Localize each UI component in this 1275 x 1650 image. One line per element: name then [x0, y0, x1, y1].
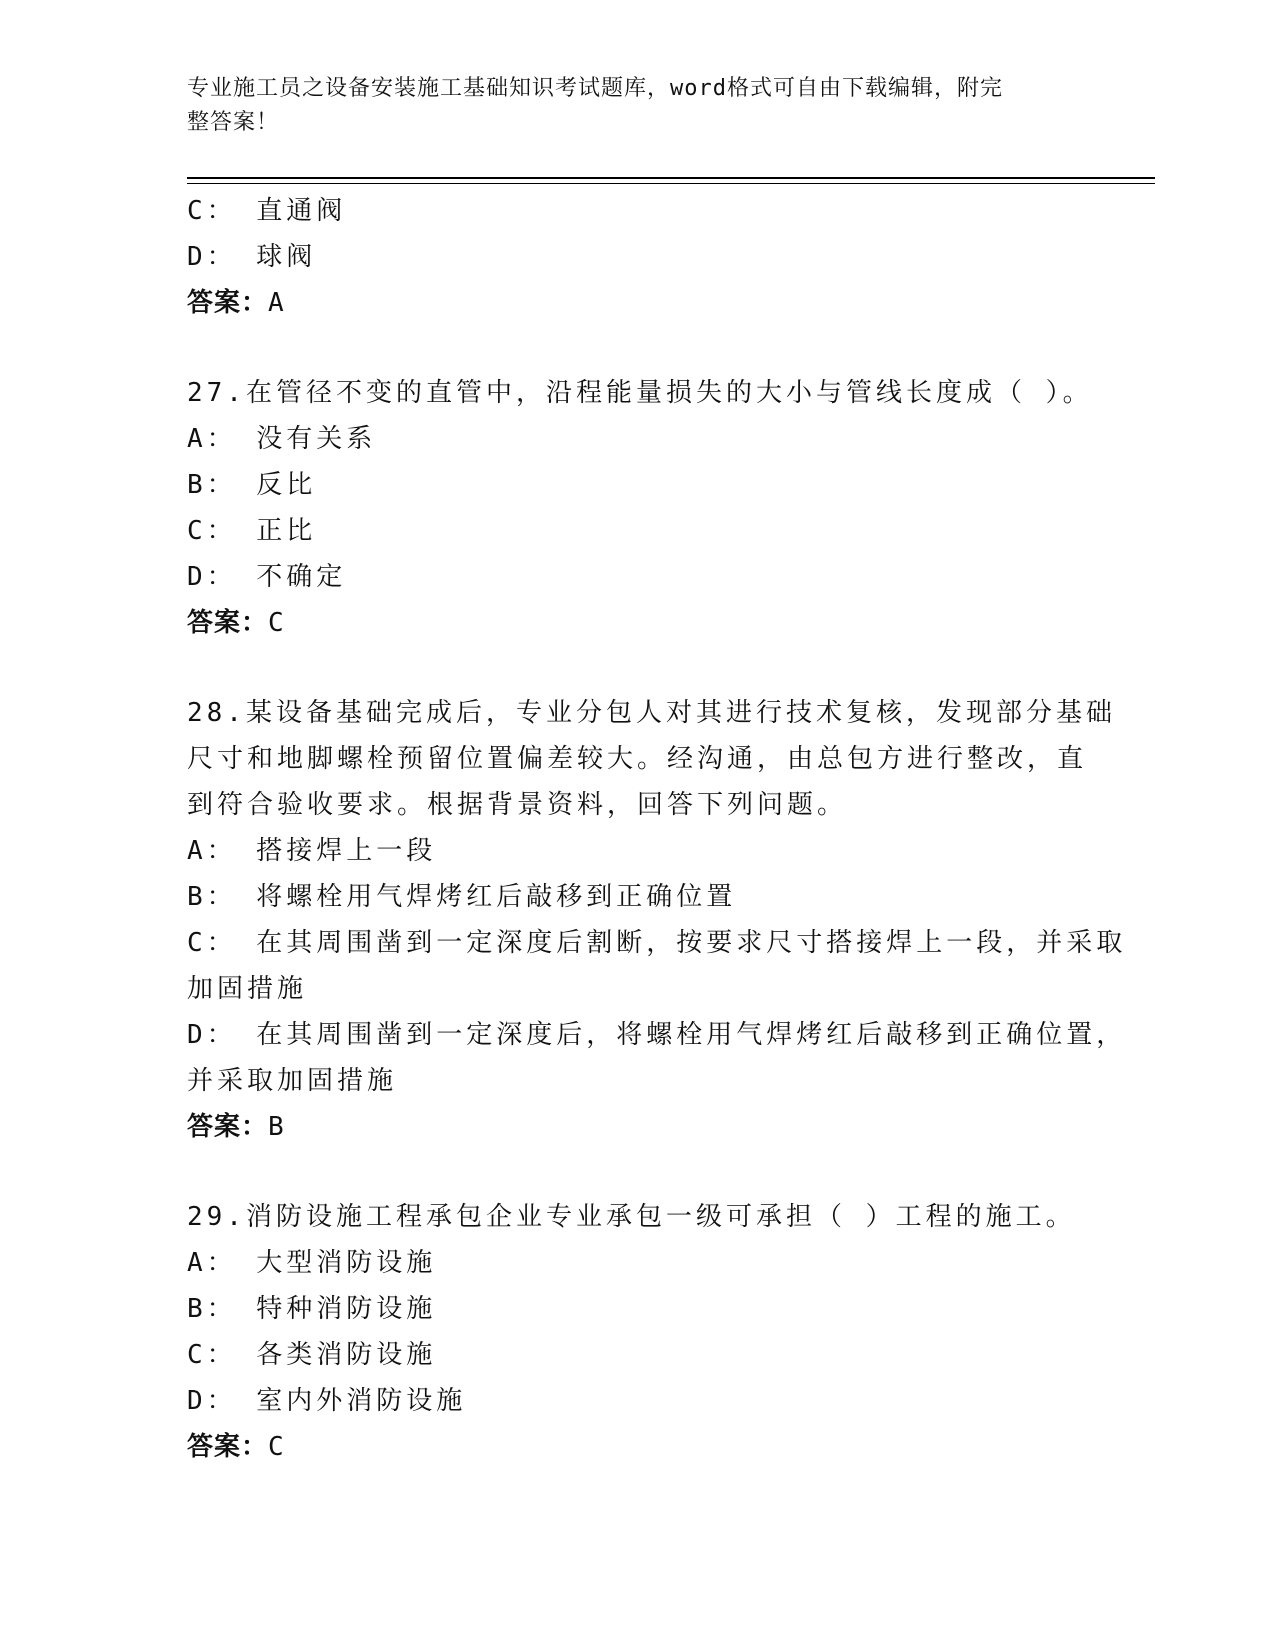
header-rule-thin — [187, 183, 1155, 184]
question-text: 27.在管径不变的直管中，沿程能量损失的大小与管线长度成（ ）。 — [187, 378, 1093, 408]
question-spacer — [187, 646, 1087, 690]
answer-value: B — [268, 1112, 285, 1142]
option-b: B： 反比 — [187, 470, 317, 500]
option-d-line-1: D： 在其周围凿到一定深度后，将螺栓用气焊烤红后敲移到正确位置， — [187, 1020, 1127, 1050]
question-29 — [187, 1194, 1087, 1470]
answer-value: C — [268, 608, 285, 638]
page-header — [187, 72, 1067, 140]
option-a: A： 搭接焊上一段 — [187, 836, 437, 866]
option-a: A： 大型消防设施 — [187, 1248, 437, 1278]
answer-line — [187, 280, 1087, 326]
header-rule-thick — [187, 177, 1155, 179]
option-a: A： 没有关系 — [187, 424, 377, 454]
header-line-2: 整答案！ — [187, 110, 280, 135]
header-line-1: 专业施工员之设备安装施工基础知识考试题库，word格式可自由下载编辑，附完 — [187, 76, 1003, 101]
option-c-line-2: 加固措施 — [187, 974, 308, 1004]
option-d: D： 室内外消防设施 — [187, 1386, 467, 1416]
question-28 — [187, 690, 1127, 1150]
option-c-line-1: C： 在其周围凿到一定深度后割断，按要求尺寸搭接焊上一段，并采取 — [187, 928, 1127, 958]
answer-label: 答案： — [187, 1432, 269, 1462]
option-d: D： 不确定 — [187, 562, 347, 592]
answer-label: 答案： — [187, 608, 269, 638]
question-text-line-2: 尺寸和地脚螺栓预留位置偏差较大。经沟通，由总包方进行整改，直 — [187, 744, 1088, 774]
answer-line — [187, 600, 1087, 646]
question-27 — [187, 370, 1093, 646]
answer-value: A — [268, 288, 285, 318]
option-c: C： 直通阀 — [187, 196, 347, 226]
answer-label: 答案： — [187, 1112, 269, 1142]
option-b: B： 特种消防设施 — [187, 1294, 437, 1324]
question-spacer — [187, 1150, 1087, 1194]
option-b: B： 将螺栓用气焊烤红后敲移到正确位置 — [187, 882, 737, 912]
question-content — [187, 188, 1127, 1470]
option-d: D： 球阀 — [187, 242, 317, 272]
option-c: C： 正比 — [187, 516, 317, 546]
question-spacer — [187, 326, 1087, 370]
answer-line — [187, 1424, 1087, 1470]
answer-value: C — [268, 1432, 285, 1462]
option-d-line-2: 并采取加固措施 — [187, 1066, 398, 1096]
question-text-line-1: 28.某设备基础完成后，专业分包人对其进行技术复核，发现部分基础 — [187, 698, 1116, 728]
question-text: 29.消防设施工程承包企业专业承包一级可承担（ ）工程的施工。 — [187, 1202, 1076, 1232]
question-26-tail — [187, 188, 1087, 326]
answer-label: 答案： — [187, 288, 269, 318]
question-text-line-3: 到符合验收要求。根据背景资料，回答下列问题。 — [187, 790, 848, 820]
answer-line — [187, 1104, 1087, 1150]
option-c: C： 各类消防设施 — [187, 1340, 437, 1370]
